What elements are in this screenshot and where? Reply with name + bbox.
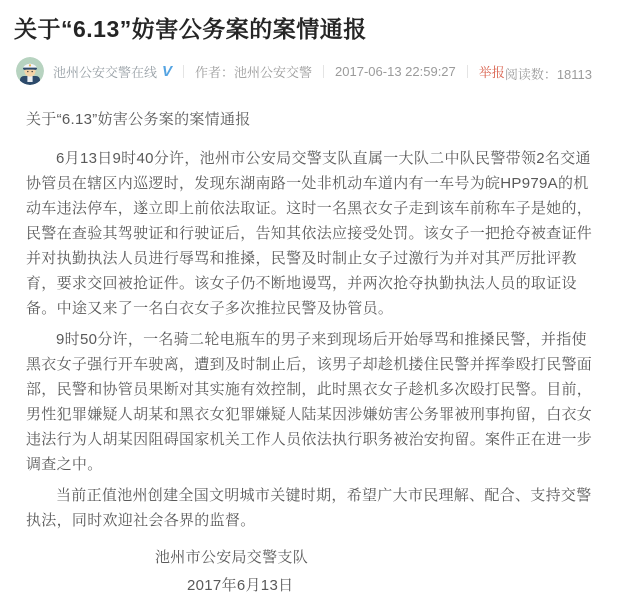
divider bbox=[467, 65, 468, 78]
avatar[interactable] bbox=[16, 57, 44, 85]
divider bbox=[183, 65, 184, 78]
verified-v-badge-icon: V bbox=[162, 62, 173, 80]
author-bar bbox=[16, 57, 592, 85]
signature-date: 2017年6月13日 bbox=[187, 577, 294, 594]
publish-timestamp: 2017-06-13 22:59:27 bbox=[335, 63, 456, 79]
author-username[interactable]: 池州公安交警在线 bbox=[53, 64, 158, 80]
article-page bbox=[0, 14, 620, 594]
police-officer-avatar-icon bbox=[16, 57, 44, 85]
article-body bbox=[26, 107, 595, 598]
paragraph-2: 9时50分许，一名骑二轮电瓶车的男子来到现场后开始辱骂和推搡民警，并指使黑衣女子强行开车驶离，遭到及时制止后，该男子却趁机搂住民警并挥拳殴打民警面部，民警和协管员果断对其实施有效控制，此时黑衣女子趁机多次殴打民警。目前，男性犯罪嫌疑人胡某和黑衣女犯罪嫌疑人陆某因涉嫌妨害公务罪被刑事拘留，白衣女违法行为人胡某因阻碍国家机关工作人员依法执行职务被治安拘留。案件正在进一步调查之中。 bbox=[26, 331, 593, 473]
article-subtitle: 关于“6.13”妨害公务案的案情通报 bbox=[26, 111, 251, 128]
divider bbox=[323, 65, 324, 78]
author-label: 作者：池州公安交警 bbox=[195, 64, 313, 80]
paragraph-3: 当前正值池州创建全国文明城市关键时期，希望广大市民理解、配合、支持交警执法，同时欢迎社会各界的监督。 bbox=[26, 487, 592, 529]
signature: 池州市公安局交警支队 bbox=[155, 549, 309, 566]
read-count: 阅读数：18113 bbox=[504, 67, 592, 82]
paragraph-1: 6月13日9时40分许，池州市公安局交警支队直属一大队二中队民警带领2名交通协管员在辖区内巡逻时，发现东湖南路一处非机动车道内有一车号为皖HP979A的机动车违法停车，遂立即上前依法取证。这时一名黑衣女子走到该车前称车子是她的，民警在查验其驾驶证和行驶证后，告知其依法应接受处罚。该女子一把抢夺被查证件并对执勤执法人员进行辱骂和推搡，民警及时制止女子过激行为并对其严厉批评教育，要求交回被抢证件。该女子仍不断地谩骂，并两次抢夺执勤执法人员的取证设备。中途又来了一名白衣女子多次推拉民警及协管员。 bbox=[26, 150, 593, 317]
report-link[interactable]: 举报 bbox=[478, 64, 505, 80]
page-title: 关于“6.13”妨害公务案的案情通报 bbox=[14, 16, 367, 42]
